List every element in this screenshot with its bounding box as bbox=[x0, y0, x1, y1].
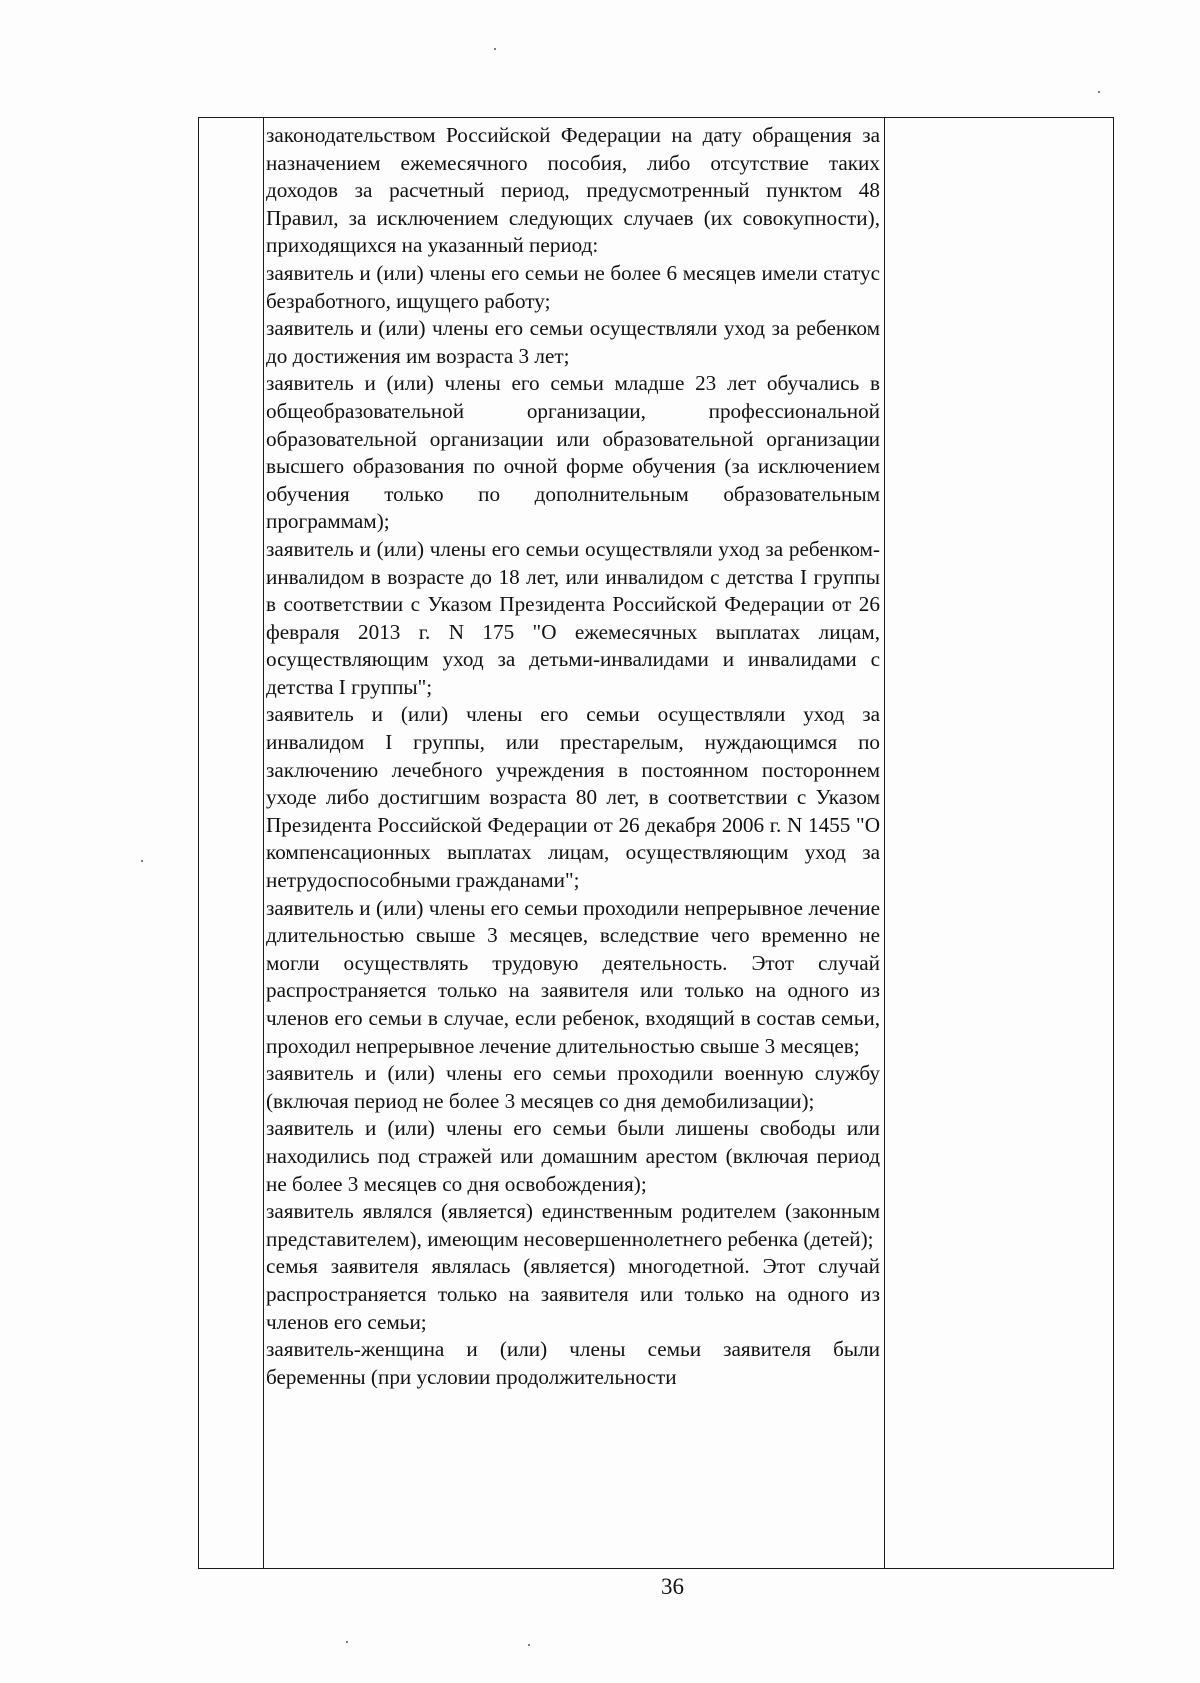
paragraph: заявитель и (или) члены его семьи не более 6 месяцев имели статус безработного, ищущего работу; bbox=[266, 260, 880, 313]
scan-speck bbox=[141, 860, 143, 862]
scan-speck bbox=[494, 48, 496, 50]
paragraph: заявитель и (или) члены его семьи младше 23 лет обучались в общеобразовательной организации, профессиональной образовательной организации или образовательной организации высшего образования по очной форме обучения (за исключением обучения только по дополнительным образовательным программам); bbox=[266, 371, 880, 534]
table-cell-text bbox=[266, 122, 880, 1566]
table-column-divider bbox=[884, 117, 885, 1569]
paragraph: заявитель и (или) члены его семьи осуществляли уход за ребенком до достижения им возраста 3 лет; bbox=[266, 316, 880, 368]
paragraph: семья заявителя являлась (является) многодетной. Этот случай распространяется только на заявителя или только на одного из членов его семьи; bbox=[266, 1254, 880, 1334]
paragraph: заявитель и (или) члены его семьи осуществляли уход за инвалидом I группы, или престарелым, нуждающимся по заключению лечебного учреждения в постоянном постороннем уходе либо достигшим возраста 80 лет, в соответствии с Указом Президента Российской Федерации от 26 декабря 2006 г. N 1455 "О компенсационных выплатах лицам, осуществляющим уход за нетрудоспособными гражданами"; bbox=[266, 702, 880, 893]
scan-speck bbox=[1098, 91, 1100, 93]
paragraph: заявитель и (или) члены его семьи были лишены свободы или находились под стражей или домашним арестом (включая период не более 3 месяцев со дня освобождения); bbox=[266, 1116, 880, 1196]
paragraph: заявитель являлся (является) единственным родителем (законным представителем), имеющим несовершеннолетнего ребенка (детей); bbox=[266, 1199, 880, 1251]
table-column-divider bbox=[263, 117, 264, 1569]
scan-speck bbox=[346, 1641, 348, 1643]
paragraph: законодательством Российской Федерации на дату обращения за назначением ежемесячного пособия, либо отсутствие таких доходов за расчетный период, предусмотренный пунктом 48 Правил, за исключением следующих случаев (их совокупности), приходящихся на указанный период: bbox=[266, 123, 880, 258]
paragraph: заявитель и (или) члены его семьи осуществляли уход за ребенком-инвалидом в возрасте до 18 лет, или инвалидом с детства I группы в соответствии с Указом Президента Российской Федерации от 26 февраля 2013 г. N 175 "О ежемесячных выплатах лицам, осуществляющим уход за детьми-инвалидами и инвалидами с детства I группы"; bbox=[266, 536, 880, 699]
page-number: 36 bbox=[661, 1574, 684, 1599]
paragraph: заявитель и (или) члены его семьи проходили непрерывное лечение длительностью свыше 3 месяцев, вследствие чего временно не могли осуществлять трудовую деятельность. Этот случай распространяется только на заявителя или только на одного из членов его семьи в случае, если ребенок, входящий в состав семьи, проходил непрерывное лечение длительностью свыше 3 месяцев; bbox=[266, 895, 880, 1058]
paragraph: заявитель и (или) члены его семьи проходили военную службу (включая период не более 3 месяцев со дня демобилизации); bbox=[266, 1061, 880, 1113]
paragraph: заявитель-женщина и (или) члены семьи заявителя были беременны (при условии продолжительности bbox=[266, 1337, 880, 1389]
scan-speck bbox=[528, 1644, 530, 1646]
